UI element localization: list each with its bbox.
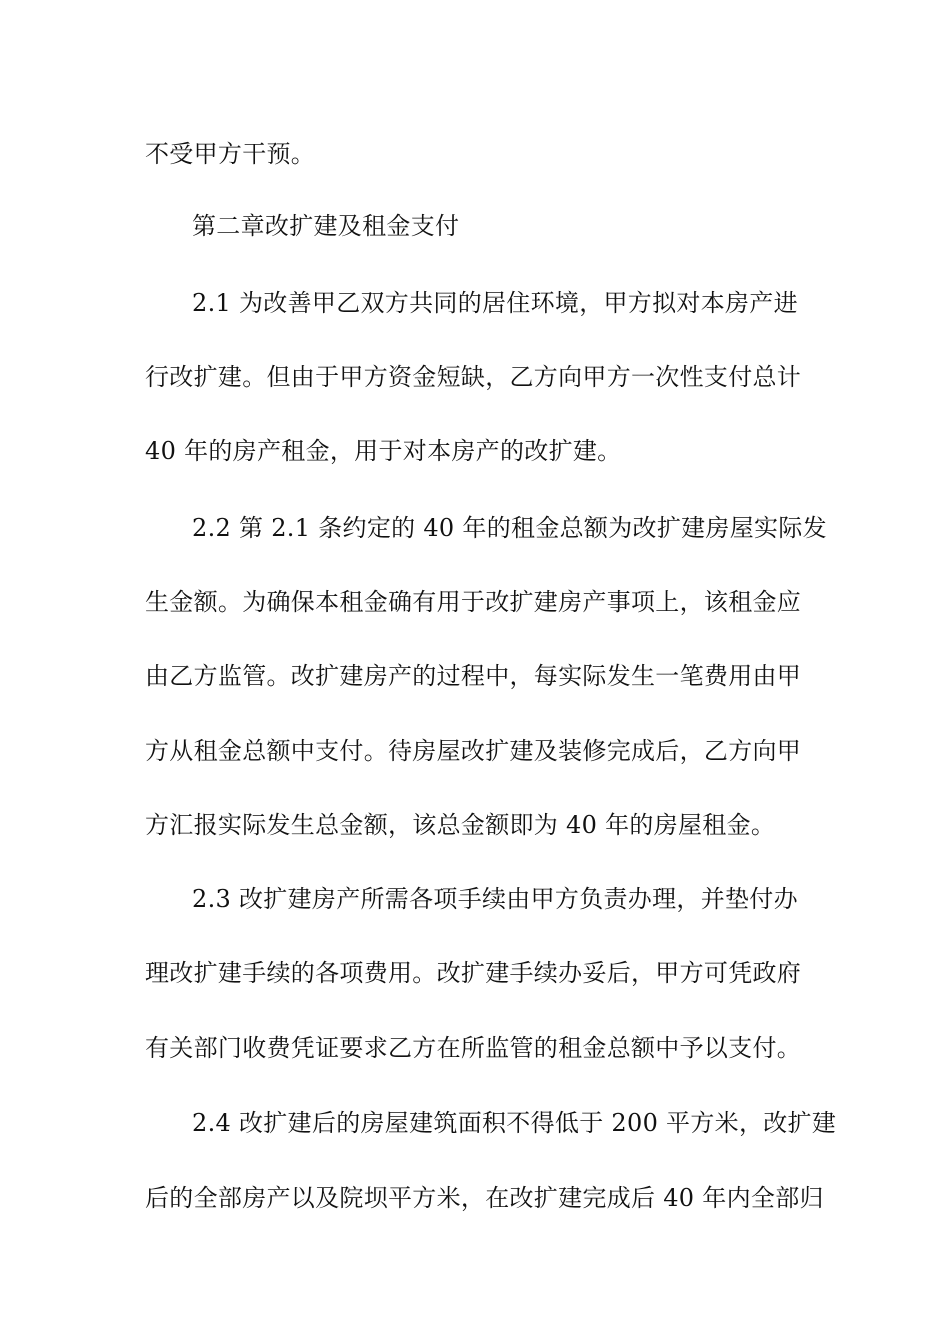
text-line: 2.3 改扩建房产所需各项手续由甲方负责办理，并垫付办 <box>192 885 798 913</box>
text-line: 行改扩建。但由于甲方资金短缺，乙方向甲方一次性支付总计 <box>145 363 802 391</box>
text-line: 生金额。为确保本租金确有用于改扩建房产事项上，该租金应 <box>145 588 802 616</box>
text-line: 40 年的房产租金，用于对本房产的改扩建。 <box>145 437 622 465</box>
text-line: 方汇报实际发生总金额，该总金额即为 40 年的房屋租金。 <box>145 811 776 839</box>
text-line: 2.4 改扩建后的房屋建筑面积不得低于 200 平方米，改扩建 <box>192 1109 837 1137</box>
text-line: 方从租金总额中支付。待房屋改扩建及装修完成后，乙方向甲 <box>145 737 802 765</box>
text-line: 后的全部房产以及院坝平方米，在改扩建完成后 40 年内全部归 <box>145 1184 824 1212</box>
chapter-heading: 第二章改扩建及租金支付 <box>192 212 460 240</box>
text-line: 理改扩建手续的各项费用。改扩建手续办妥后，甲方可凭政府 <box>145 959 802 987</box>
text-line: 2.2 第 2.1 条约定的 40 年的租金总额为改扩建房屋实际发 <box>192 514 827 542</box>
text-line: 2.1 为改善甲乙双方共同的居住环境，甲方拟对本房产进 <box>192 289 798 317</box>
text-line: 由乙方监管。改扩建房产的过程中，每实际发生一笔费用由甲 <box>145 662 802 690</box>
text-line: 不受甲方干预。 <box>145 140 316 168</box>
text-line: 有关部门收费凭证要求乙方在所监管的租金总额中予以支付。 <box>145 1034 802 1062</box>
